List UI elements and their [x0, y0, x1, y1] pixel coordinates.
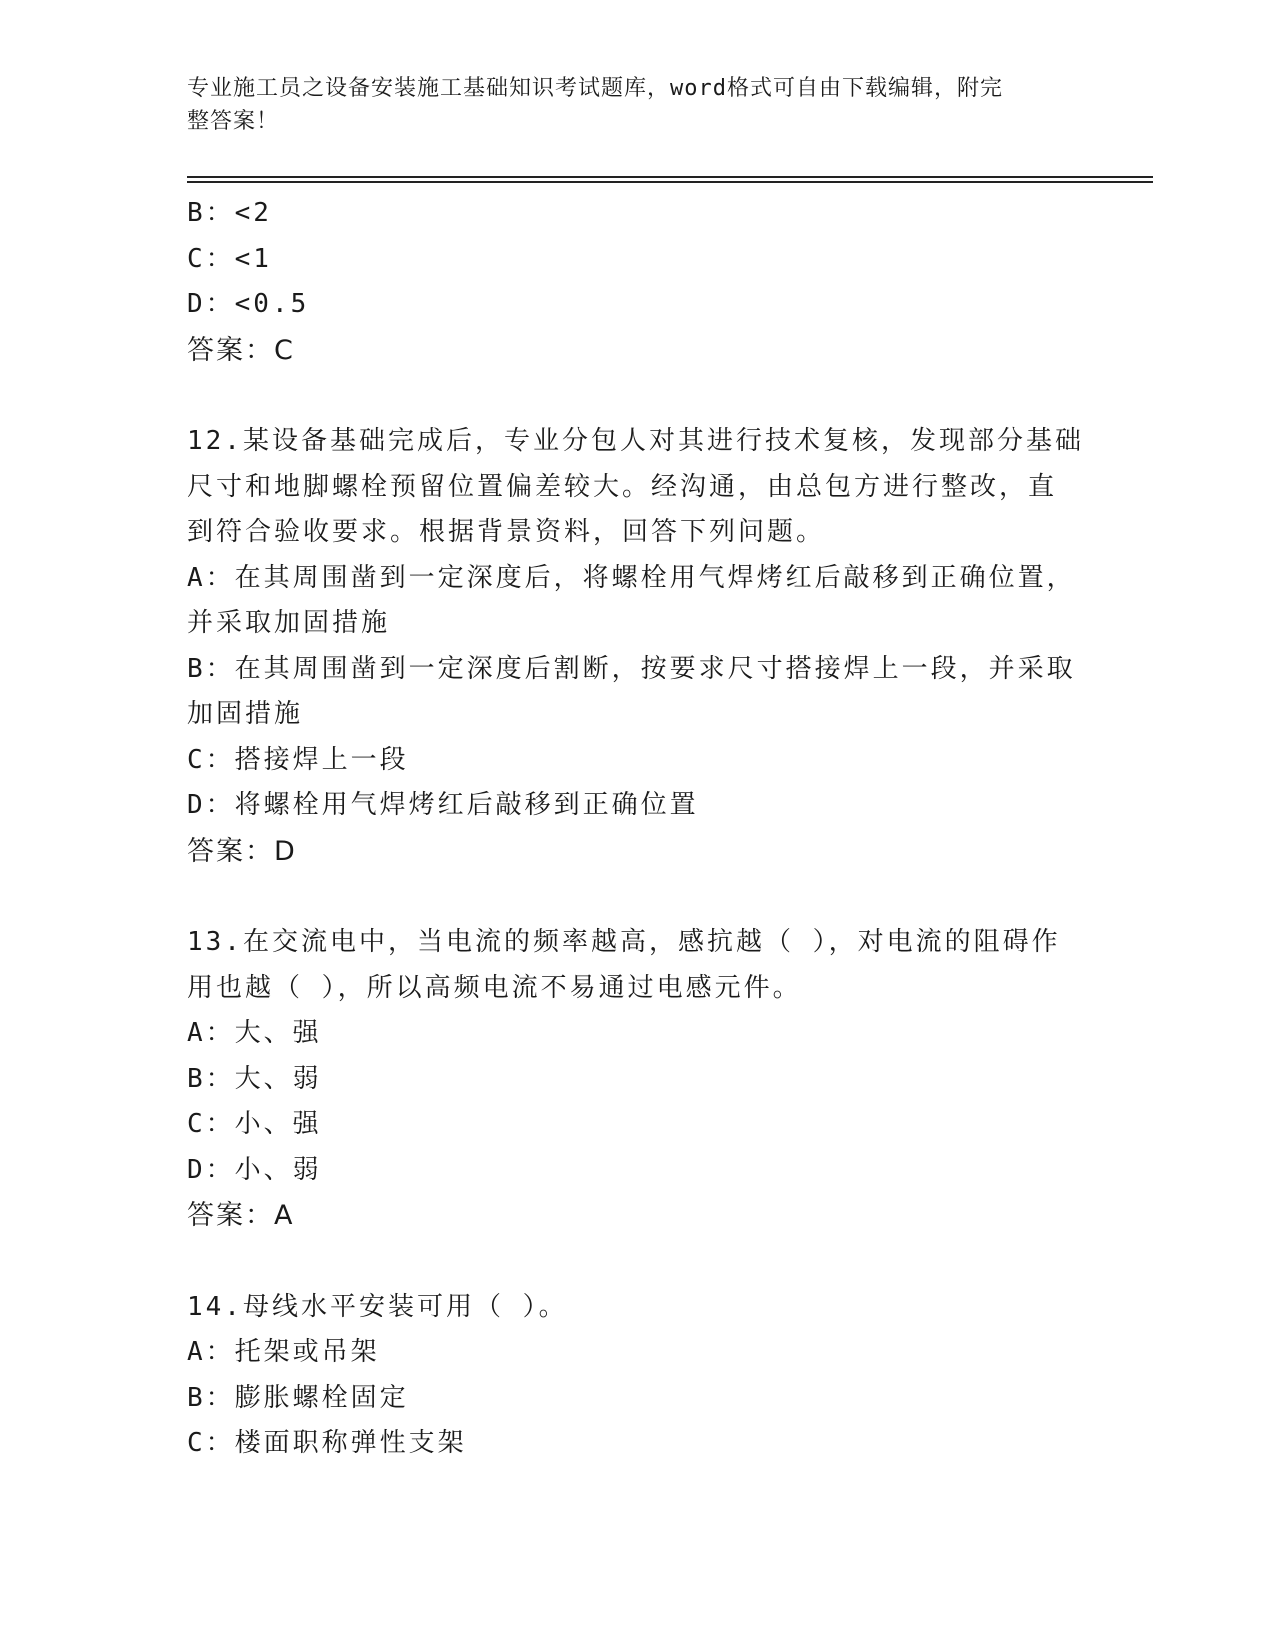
- question-14: [187, 1285, 1067, 1467]
- option-a: A：在其周围凿到一定深度后，将螺栓用气焊烤红后敲移到正确位置，: [187, 562, 1076, 593]
- answer: 答案：A: [187, 1200, 295, 1231]
- question-stem: 13.在交流电中，当电流的频率越高，感抗越（ ），对电流的阻碍作: [187, 927, 1061, 957]
- header-line-2: 整答案！: [187, 109, 280, 134]
- option-d: D：<0.5: [187, 289, 310, 319]
- option-c: C：小、强: [187, 1109, 322, 1139]
- header-divider-bottom: [187, 181, 1153, 183]
- document-header: [187, 72, 1067, 138]
- question-stem: 12.某设备基础完成后，专业分包人对其进行技术复核，发现部分基础: [187, 426, 1084, 456]
- question-11-tail: [187, 191, 1067, 373]
- option-b: B：膨胀螺栓固定: [187, 1382, 409, 1413]
- question-stem: 到符合验收要求。根据背景资料，回答下列问题。: [187, 517, 826, 547]
- option-a-continued: 并采取加固措施: [187, 608, 391, 638]
- question-content: [187, 191, 1084, 1467]
- option-a: A：托架或吊架: [187, 1337, 380, 1367]
- option-b: B：<2: [187, 198, 272, 228]
- option-b: B：大、弱: [187, 1063, 322, 1094]
- question-spacer: [187, 373, 1067, 419]
- option-b: B：在其周围凿到一定深度后割断，按要求尺寸搭接焊上一段，并采取: [187, 653, 1076, 684]
- question-spacer: [187, 1239, 1067, 1285]
- header-divider-top: [187, 176, 1153, 178]
- option-c: C：搭接焊上一段: [187, 744, 409, 775]
- question-spacer: [187, 874, 1067, 920]
- question-stem: 尺寸和地脚螺栓预留位置偏差较大。经沟通，由总包方进行整改，直: [187, 471, 1058, 502]
- answer: 答案：C: [187, 334, 295, 366]
- option-c: C：楼面职称弹性支架: [187, 1428, 467, 1458]
- option-c: C：<1: [187, 243, 272, 274]
- answer: 答案：D: [187, 835, 297, 867]
- option-d: D：小、弱: [187, 1154, 322, 1185]
- option-b-continued: 加固措施: [187, 699, 304, 729]
- question-12: [187, 419, 1084, 874]
- option-d: D：将螺栓用气焊烤红后敲移到正确位置: [187, 790, 699, 820]
- header-line-1: 专业施工员之设备安装施工基础知识考试题库，word格式可自由下载编辑，附完: [187, 76, 1003, 101]
- option-a: A：大、强: [187, 1018, 322, 1048]
- question-13: [187, 920, 1067, 1239]
- question-stem: 14.母线水平安装可用（ ）。: [187, 1291, 568, 1322]
- question-stem: 用也越（ ），所以高频电流不易通过电感元件。: [187, 972, 802, 1003]
